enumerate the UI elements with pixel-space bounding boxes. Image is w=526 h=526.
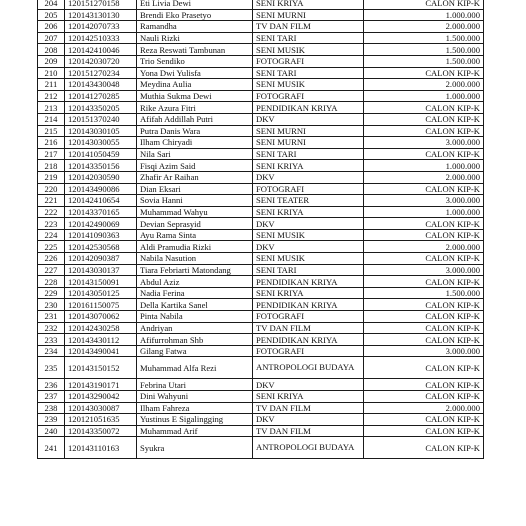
table-row [38,21,484,33]
amount-cell: CALON KIP-K [364,67,484,79]
row-number-cell: 221 [38,195,65,207]
table-body [38,0,484,459]
student-id-cell: 120141270285 [65,90,137,102]
table-row [38,113,484,125]
table-row [38,287,484,299]
amount-cell: CALON KIP-K [364,183,484,195]
amount-cell: CALON KIP-K [364,0,484,9]
row-number-cell: 232 [38,322,65,334]
student-name-cell: Trio Sendiko [137,55,253,67]
student-name-cell: Tiara Febriarti Matondang [137,264,253,276]
student-name-cell: Muhammad Wahyu [137,206,253,218]
amount-cell: 2.000.000 [364,21,484,33]
student-id-cell: 120142070733 [65,21,137,33]
student-id-cell: 120142030590 [65,171,137,183]
amount-cell: CALON KIP-K [364,276,484,288]
student-id-cell: 120143190171 [65,379,137,391]
amount-cell: CALON KIP-K [364,218,484,230]
amount-cell: CALON KIP-K [364,125,484,137]
amount-cell: 3.000.000 [364,137,484,149]
program-cell: DKV [253,113,364,125]
student-name-cell: Della Kartika Sanel [137,299,253,311]
table-row [38,44,484,56]
program-cell: DKV [253,171,364,183]
program-cell: ANTROPOLOGI BUDAYA [253,437,364,459]
student-name-cell: Dian Eksari [137,183,253,195]
amount-cell: CALON KIP-K [364,391,484,403]
row-number-cell: 217 [38,148,65,160]
table-row [38,206,484,218]
row-number-cell: 240 [38,425,65,437]
student-id-cell: 120143130130 [65,9,137,21]
amount-cell: 2.000.000 [364,241,484,253]
student-name-cell: Ilham Chiryadi [137,137,253,149]
student-name-cell: Zhafir Ar Raihan [137,171,253,183]
amount-cell: 1.000.000 [364,206,484,218]
amount-cell: CALON KIP-K [364,229,484,241]
row-number-cell: 216 [38,137,65,149]
amount-cell: 1.500.000 [364,32,484,44]
program-cell: SENI MUSIK [253,44,364,56]
student-id-cell: 120143290042 [65,391,137,403]
row-number-cell: 204 [38,0,65,9]
row-number-cell: 238 [38,402,65,414]
program-cell: SENI KRIYA [253,0,364,9]
student-name-cell: Gilang Fatwa [137,345,253,357]
table-row [38,229,484,241]
program-cell: TV DAN FILM [253,322,364,334]
student-name-cell: Devian Seprasyid [137,218,253,230]
amount-cell: CALON KIP-K [364,148,484,160]
program-cell: SENI KRIYA [253,287,364,299]
row-number-cell: 225 [38,241,65,253]
program-cell: DKV [253,414,364,426]
row-number-cell: 222 [38,206,65,218]
student-id-cell: 120142490069 [65,218,137,230]
row-number-cell: 224 [38,229,65,241]
amount-cell: 2.000.000 [364,402,484,414]
table-row [38,437,484,459]
student-id-cell: 120141050459 [65,148,137,160]
student-name-cell: Afifurrohman Shb [137,334,253,346]
student-id-cell: 120142410654 [65,195,137,207]
amount-cell: CALON KIP-K [364,437,484,459]
table-row [38,264,484,276]
student-id-cell: 120143490041 [65,345,137,357]
program-cell: SENI TARI [253,148,364,160]
amount-cell: 1.500.000 [364,287,484,299]
student-name-cell: Putra Danis Wara [137,125,253,137]
student-id-cell: 120143490086 [65,183,137,195]
student-name-cell: Rike Azura Fitri [137,102,253,114]
student-id-cell: 120142410046 [65,44,137,56]
amount-cell: 1.000.000 [364,160,484,172]
row-number-cell: 207 [38,32,65,44]
student-id-cell: 120143350156 [65,160,137,172]
student-id-cell: 120143350205 [65,102,137,114]
student-name-cell: Yustinus E Sigalingging [137,414,253,426]
table-row [38,379,484,391]
amount-cell: 1.500.000 [364,55,484,67]
amount-cell: CALON KIP-K [364,425,484,437]
student-id-cell: 120142090387 [65,253,137,265]
student-id-cell: 120161150075 [65,299,137,311]
student-id-cell: 120143110163 [65,437,137,459]
amount-cell: CALON KIP-K [364,311,484,323]
row-number-cell: 223 [38,218,65,230]
student-name-cell: Aldi Pramudia Rizki [137,241,253,253]
recipient-table [37,0,484,459]
program-cell: SENI MUSIK [253,79,364,91]
row-number-cell: 234 [38,345,65,357]
table-row [38,357,484,379]
table-row [38,9,484,21]
student-id-cell: 120143150091 [65,276,137,288]
table-row [38,218,484,230]
program-cell: SENI TARI [253,264,364,276]
program-cell: FOTOGRAFI [253,311,364,323]
student-id-cell: 120143370165 [65,206,137,218]
student-id-cell: 120151370240 [65,113,137,125]
row-number-cell: 206 [38,21,65,33]
row-number-cell: 228 [38,276,65,288]
table-row [38,425,484,437]
student-id-cell: 120151270234 [65,67,137,79]
program-cell: SENI MUSIK [253,253,364,265]
program-cell: SENI MURNI [253,125,364,137]
student-id-cell: 120142510333 [65,32,137,44]
student-name-cell: Pinta Nabila [137,311,253,323]
program-cell: TV DAN FILM [253,21,364,33]
amount-cell: CALON KIP-K [364,357,484,379]
student-id-cell: 120143030137 [65,264,137,276]
table-row [38,253,484,265]
student-id-cell: 120143030087 [65,402,137,414]
student-name-cell: Brendi Eko Prasetyo [137,9,253,21]
table-row [38,391,484,403]
student-id-cell: 120142030720 [65,55,137,67]
program-cell: SENI TEATER [253,195,364,207]
student-name-cell: Ramandha [137,21,253,33]
table-row [38,125,484,137]
student-id-cell: 120151270158 [65,0,137,9]
program-cell: SENI KRIYA [253,391,364,403]
amount-cell: 3.000.000 [364,195,484,207]
student-id-cell: 120143430112 [65,334,137,346]
program-cell: SENI TARI [253,32,364,44]
row-number-cell: 211 [38,79,65,91]
program-cell: PENDIDIKAN KRIYA [253,276,364,288]
amount-cell: 1.000.000 [364,9,484,21]
student-id-cell: 120142430258 [65,322,137,334]
student-name-cell: Sovia Hanni [137,195,253,207]
student-name-cell: Dini Wahyuni [137,391,253,403]
row-number-cell: 230 [38,299,65,311]
table-row [38,90,484,102]
row-number-cell: 210 [38,67,65,79]
table-row [38,322,484,334]
row-number-cell: 212 [38,90,65,102]
program-cell: PENDIDIKAN KRIYA [253,299,364,311]
student-name-cell: Nadia Ferina [137,287,253,299]
program-cell: SENI MURNI [253,9,364,21]
student-name-cell: Nauli Rizki [137,32,253,44]
student-name-cell: Fisqi Azim Said [137,160,253,172]
table-row [38,195,484,207]
table-row [38,402,484,414]
table-row [38,79,484,91]
row-number-cell: 218 [38,160,65,172]
student-name-cell: Meydina Aulia [137,79,253,91]
student-name-cell: Reza Reswati Tambunan [137,44,253,56]
table-row [38,334,484,346]
student-id-cell: 120143030055 [65,137,137,149]
table-row [38,32,484,44]
row-number-cell: 215 [38,125,65,137]
student-id-cell: 120142530568 [65,241,137,253]
table-row [38,311,484,323]
amount-cell: CALON KIP-K [364,334,484,346]
amount-cell: CALON KIP-K [364,113,484,125]
amount-cell: 3.000.000 [364,345,484,357]
program-cell: PENDIDIKAN KRIYA [253,102,364,114]
program-cell: SENI TARI [253,67,364,79]
program-cell: FOTOGRAFI [253,345,364,357]
amount-cell: 3.000.000 [364,264,484,276]
student-id-cell: 120143430048 [65,79,137,91]
student-name-cell: Yona Dwi Yulisfa [137,67,253,79]
program-cell: FOTOGRAFI [253,183,364,195]
student-name-cell: Nabila Nasution [137,253,253,265]
row-number-cell: 236 [38,379,65,391]
amount-cell: CALON KIP-K [364,253,484,265]
student-name-cell: Muthia Sukma Dewi [137,90,253,102]
table-row [38,414,484,426]
program-cell: DKV [253,379,364,391]
amount-cell: CALON KIP-K [364,299,484,311]
student-id-cell: 120143150152 [65,357,137,379]
program-cell: TV DAN FILM [253,402,364,414]
student-name-cell: Ilham Fahreza [137,402,253,414]
amount-cell: CALON KIP-K [364,322,484,334]
row-number-cell: 241 [38,437,65,459]
program-cell: PENDIDIKAN KRIYA [253,334,364,346]
table-row [38,55,484,67]
program-cell: SENI KRIYA [253,160,364,172]
amount-cell: 1.500.000 [364,44,484,56]
student-id-cell: 120143030105 [65,125,137,137]
table-row [38,171,484,183]
table-row [38,148,484,160]
amount-cell: 2.000.000 [364,171,484,183]
row-number-cell: 205 [38,9,65,21]
row-number-cell: 227 [38,264,65,276]
student-id-cell: 120143050125 [65,287,137,299]
table-row [38,183,484,195]
program-cell: FOTOGRAFI [253,90,364,102]
program-cell: SENI MURNI [253,137,364,149]
student-name-cell: Syukra [137,437,253,459]
student-id-cell: 120143350072 [65,425,137,437]
row-number-cell: 214 [38,113,65,125]
table-row [38,0,484,9]
table-row [38,160,484,172]
row-number-cell: 226 [38,253,65,265]
row-number-cell: 219 [38,171,65,183]
table-row [38,67,484,79]
amount-cell: 1.000.000 [364,90,484,102]
student-name-cell: Febrina Utari [137,379,253,391]
student-name-cell: Muhammad Alfa Rezi [137,357,253,379]
student-name-cell: Eti Livia Dewi [137,0,253,9]
table-row [38,345,484,357]
row-number-cell: 233 [38,334,65,346]
program-cell: FOTOGRAFI [253,55,364,67]
row-number-cell: 229 [38,287,65,299]
student-id-cell: 120141090363 [65,229,137,241]
student-name-cell: Muhammad Arif [137,425,253,437]
table-row [38,241,484,253]
amount-cell: CALON KIP-K [364,414,484,426]
student-id-cell: 120143070062 [65,311,137,323]
student-name-cell: Andriyan [137,322,253,334]
program-cell: SENI MUSIK [253,229,364,241]
row-number-cell: 237 [38,391,65,403]
program-cell: TV DAN FILM [253,425,364,437]
amount-cell: CALON KIP-K [364,102,484,114]
program-cell: DKV [253,218,364,230]
student-name-cell: Ayu Rama Sinta [137,229,253,241]
row-number-cell: 239 [38,414,65,426]
table-row [38,102,484,114]
table-row [38,299,484,311]
table-row [38,137,484,149]
row-number-cell: 208 [38,44,65,56]
table-row [38,276,484,288]
row-number-cell: 231 [38,311,65,323]
program-cell: ANTROPOLOGI BUDAYA [253,357,364,379]
row-number-cell: 235 [38,357,65,379]
row-number-cell: 220 [38,183,65,195]
amount-cell: 2.000.000 [364,79,484,91]
row-number-cell: 209 [38,55,65,67]
amount-cell: CALON KIP-K [364,379,484,391]
student-name-cell: Nila Sari [137,148,253,160]
program-cell: SENI KRIYA [253,206,364,218]
row-number-cell: 213 [38,102,65,114]
student-id-cell: 120121051635 [65,414,137,426]
program-cell: DKV [253,241,364,253]
student-name-cell: Abdul Aziz [137,276,253,288]
student-name-cell: Afifah Addillah Putri [137,113,253,125]
